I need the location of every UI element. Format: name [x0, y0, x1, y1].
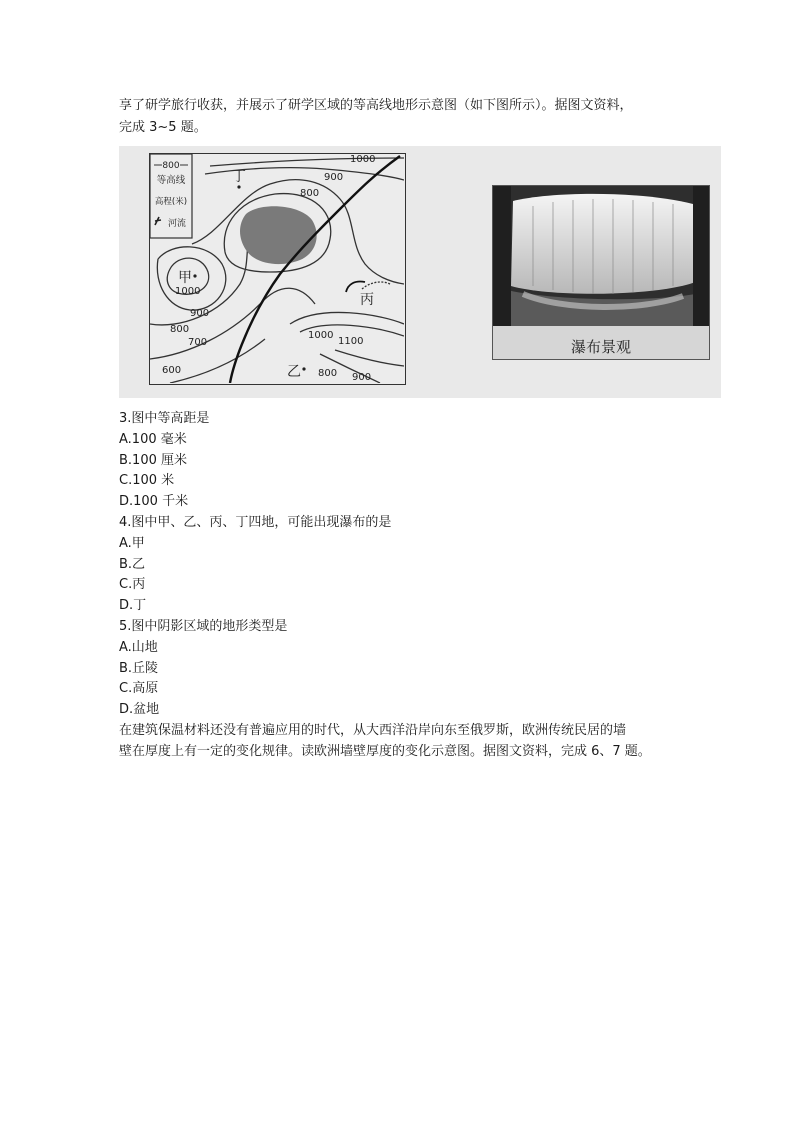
contour-map [149, 153, 406, 385]
question-4-option-d: D.丁 [119, 598, 147, 613]
figure-panel [119, 146, 721, 398]
question-4-option-b: B.乙 [119, 557, 146, 572]
legend-contour-label: 等高线 [156, 175, 186, 186]
waterfall-photo [492, 185, 710, 360]
place-ding: 丁 [232, 169, 246, 185]
label-left-800: 800 [170, 324, 190, 335]
question-3-option-a: A.100 毫米 [119, 432, 187, 447]
intro-line-1: 享了研学旅行收获，并展示了研学区域的等高线地形示意图（如下图所示）。据图文资料， [119, 98, 633, 113]
question-5-option-a: A.山地 [119, 640, 158, 655]
question-4-option-c: C.丙 [119, 577, 146, 592]
label-right-1100: 1100 [338, 336, 364, 347]
question-5-option-b: B.丘陵 [119, 661, 159, 676]
label-jia-1000: 1000 [175, 286, 201, 297]
place-jia-dot [193, 274, 196, 277]
question-5-option-c: C.高原 [119, 681, 159, 696]
legend-river-label: 河流 [167, 219, 187, 229]
photo-caption: 瀑布景观 [570, 338, 631, 356]
contour-bing-notch [362, 282, 390, 289]
shaded-region [240, 206, 317, 264]
question-4-option-a: A.甲 [119, 536, 145, 551]
contour-map-drawing [150, 154, 404, 383]
question-3-option-d: D.100 千米 [119, 494, 189, 509]
label-left-900: 900 [190, 308, 210, 319]
closing-line-2: 壁在厚度上有一定的变化规律。读欧洲墙壁厚度的变化示意图。据图文资料，完成 6、7 题。 [119, 744, 651, 759]
closing-line-1: 在建筑保温材料还没有普遍应用的时代，从大西洋沿岸向东至俄罗斯，欧洲传统民居的墙 [119, 723, 627, 738]
legend-elevation-label: 高程(米) [154, 197, 188, 207]
label-left-700: 700 [188, 337, 208, 348]
question-5-stem: 5.图中阴影区域的地形类型是 [119, 619, 288, 634]
question-4-stem: 4.图中甲、乙、丙、丁四地，可能出现瀑布的是 [119, 515, 392, 530]
legend-river-icon [155, 217, 161, 225]
question-5-option-d: D.盆地 [119, 702, 160, 717]
contour-bottom-900 [335, 350, 404, 366]
contour-right-1000 [290, 312, 404, 324]
question-3-option-b: B.100 厘米 [119, 453, 187, 468]
contour-bottom-600 [170, 339, 265, 383]
label-top-900: 900 [324, 172, 344, 183]
river-tributary [346, 281, 365, 292]
label-right-1000: 1000 [308, 330, 334, 341]
place-yi: 乙 [287, 364, 301, 380]
question-3-stem: 3.图中等高距是 [119, 411, 210, 426]
label-bottom-600: 600 [162, 365, 182, 376]
legend-sample-value: 800 [162, 161, 180, 171]
label-bottom-900: 900 [352, 372, 372, 383]
place-yi-dot [302, 367, 305, 370]
place-ding-dot [237, 185, 240, 188]
place-jia: 甲 [178, 270, 192, 286]
question-3-option-c: C.100 米 [119, 473, 175, 488]
intro-line-2: 完成 3~5 题。 [119, 120, 207, 135]
label-mid-800: 800 [300, 188, 320, 199]
label-top-1000: 1000 [350, 154, 376, 165]
label-bottom-800: 800 [318, 368, 338, 379]
place-bing: 丙 [360, 292, 374, 308]
waterfall-image [493, 186, 709, 326]
